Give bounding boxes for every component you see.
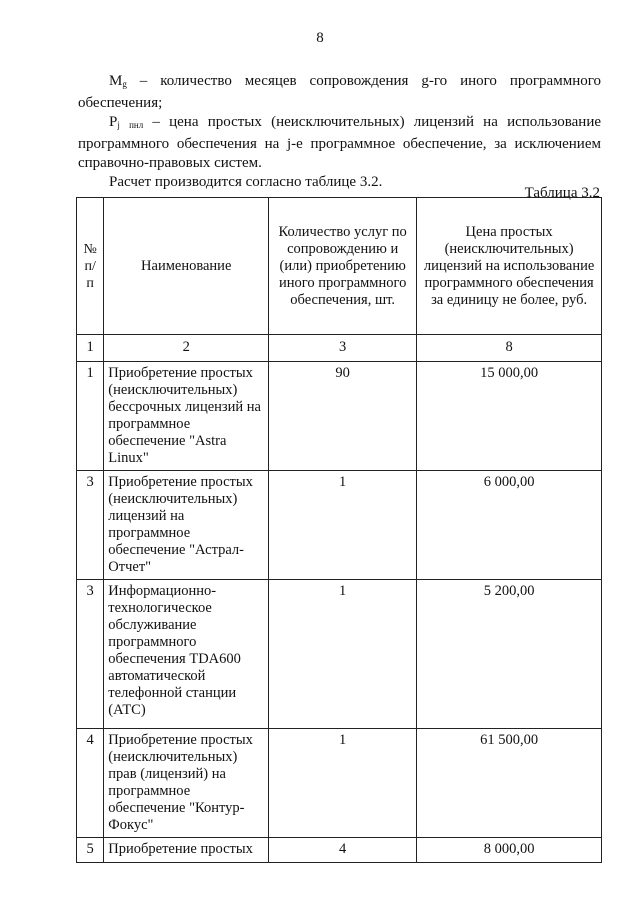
table-row — [77, 838, 602, 863]
row-name: Приобретение простых (неисключительных) бессрочных лицензий на программное обеспечение "Astra Linux" — [104, 362, 269, 471]
index-cell: 3 — [269, 335, 417, 362]
m-subscript: g — [122, 79, 127, 89]
software-price-table — [76, 197, 602, 863]
header-price: Цена простых (неисключительных) лицензий на использование программного обеспечения за единицу не более, руб. — [417, 198, 602, 335]
definition-m — [78, 72, 601, 113]
header-qty: Количество услуг по сопровождению и (или) приобретению иного программного обеспечения, шт. — [269, 198, 417, 335]
row-number: 4 — [77, 729, 104, 838]
table-caption: Таблица 3.2 — [524, 185, 600, 201]
row-name: Приобретение простых (неисключительных) лицензий на программное обеспечение "Астрал-Отчет" — [104, 471, 269, 580]
row-name: Информационно-технологическое обслуживание программного обеспечения TDA600 автоматической телефонной станции (АТС) — [104, 580, 269, 729]
row-number: 5 — [77, 838, 104, 863]
row-price: 5 200,00 — [417, 580, 602, 729]
table-header-row — [77, 198, 602, 335]
table-row — [77, 471, 602, 580]
index-cell: 2 — [104, 335, 269, 362]
definition-p — [78, 113, 601, 173]
row-quantity: 1 — [269, 729, 417, 838]
body-text — [78, 72, 601, 192]
p-subscript-name: пнл — [129, 120, 144, 130]
p-definition: – цена простых (неисключительных) лицензий на использование программного обеспечения на j-е программное обеспечение, за исключением справочно-правовых систем. — [78, 114, 602, 171]
table-row — [77, 729, 602, 838]
row-price: 8 000,00 — [417, 838, 602, 863]
row-number: 3 — [77, 580, 104, 729]
row-number: 1 — [77, 362, 104, 471]
index-cell: 8 — [417, 335, 602, 362]
row-name: Приобретение простых (неисключительных) прав (лицензий) на программное обеспечение "Контур-Фокус" — [104, 729, 269, 838]
row-price: 61 500,00 — [417, 729, 602, 838]
p-symbol: P — [109, 114, 118, 130]
header-name: Наименование — [104, 198, 269, 335]
row-quantity: 1 — [269, 580, 417, 729]
page-number: 8 — [316, 30, 324, 46]
row-name: Приобретение простых — [104, 838, 269, 863]
table-index-row — [77, 335, 602, 362]
calc-note: Расчет производится согласно таблице 3.2. — [109, 174, 383, 190]
row-quantity: 1 — [269, 471, 417, 580]
m-definition: – количество месяцев сопровождения g-го иного программного обеспечения; — [78, 73, 601, 111]
row-price: 6 000,00 — [417, 471, 602, 580]
row-number: 3 — [77, 471, 104, 580]
table-row — [77, 362, 602, 471]
p-subscript-j: j — [117, 120, 120, 130]
row-price: 15 000,00 — [417, 362, 602, 471]
table-row — [77, 580, 602, 729]
row-quantity: 4 — [269, 838, 417, 863]
header-num: № п/п — [77, 198, 104, 335]
row-quantity: 90 — [269, 362, 417, 471]
index-cell: 1 — [77, 335, 104, 362]
m-symbol: M — [109, 73, 123, 89]
